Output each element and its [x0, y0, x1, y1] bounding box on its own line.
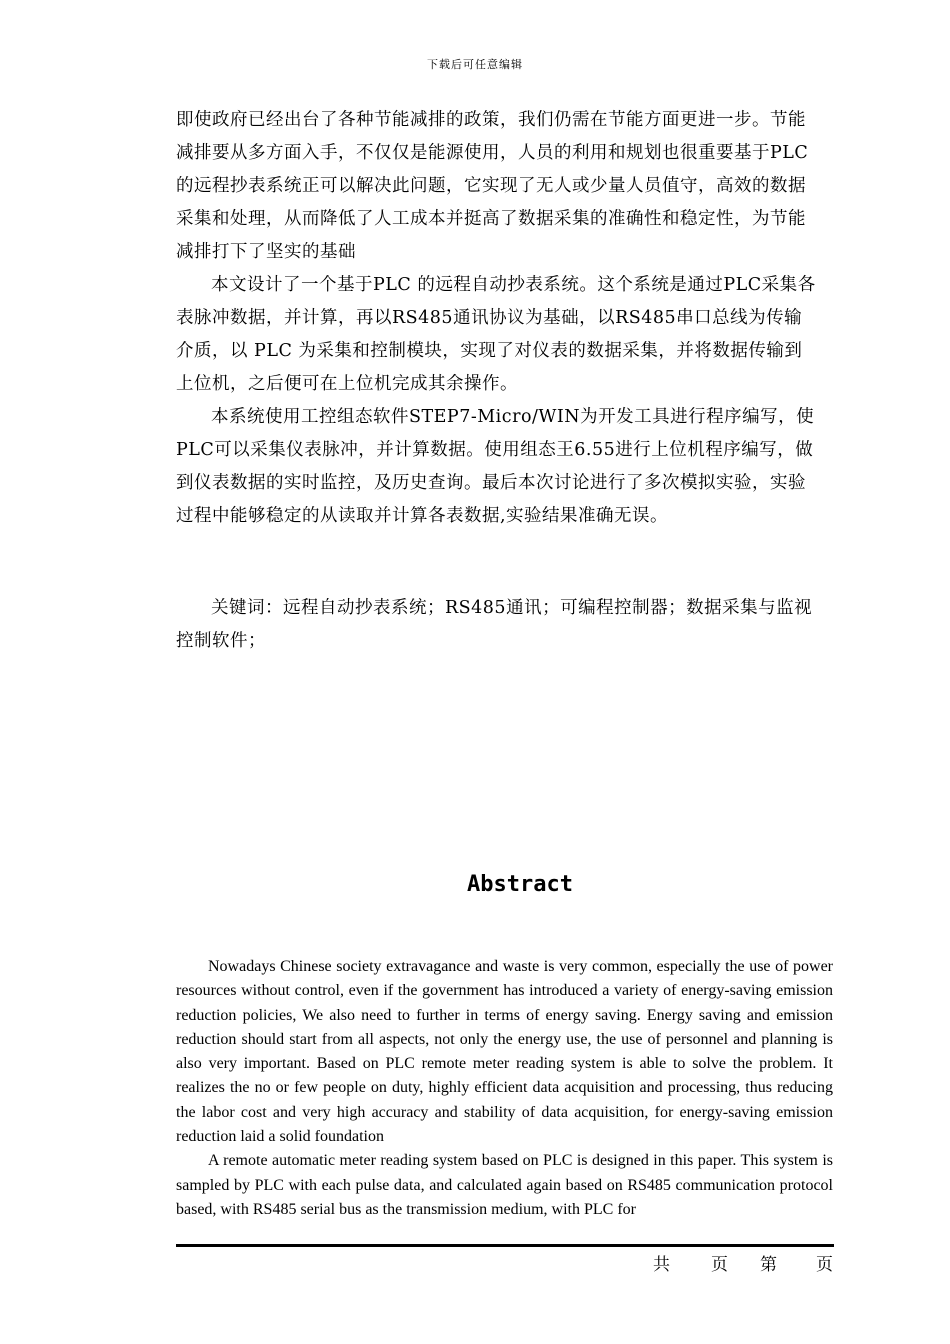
- abstract-title: Abstract: [467, 872, 573, 897]
- english-abstract: [176, 955, 833, 1222]
- english-paragraph-2: A remote automatic meter reading system based on PLC is designed in this paper. This system is sampled by PLC with each pulse data, and calculated again based on RS485 communication protocol based, with RS485 serial bus as the transmission medium, with PLC for: [176, 1152, 833, 1218]
- footer-total-label: 共: [653, 1255, 670, 1275]
- chinese-abstract: [176, 104, 816, 533]
- footer-page-label-2: 页: [816, 1255, 833, 1275]
- keywords-text: 关键词：远程自动抄表系统；RS485通讯；可编程控制器；数据采集与监视控制软件；: [176, 598, 813, 651]
- footer-divider: [176, 1244, 834, 1247]
- footer-page-label-1: 页: [711, 1255, 728, 1275]
- english-paragraph-1: Nowadays Chinese society extravagance and waste is very common, especially the use of power resources without control, even if the government has introduced a variety of energy-saving emission reduction policies, We also need to further in terms of energy saving. Energy saving and emission reduction should start from all aspects, not only the energy use, the use of personnel and planning is also very important. Based on PLC remote meter reading system is able to solve the problem. It realizes the no or few people on duty, highly efficient data acquisition and processing, thus reducing the labor cost and very high accuracy and stability of data acquisition, for energy-saving emission reduction laid a solid foundation: [176, 958, 833, 1146]
- chinese-paragraph-2: 本文设计了一个基于PLC 的远程自动抄表系统。这个系统是通过PLC采集各表脉冲数据，并计算，再以RS485通讯协议为基础，以RS485串口总线为传输介质，以 PLC 为采集和控制模块，实现了对仪表的数据采集，并将数据传输到上位机，之后便可在上位机完成其余操作。: [176, 275, 816, 394]
- chinese-paragraph-3: 本系统使用工控组态软件STEP7-Micro/WIN为开发工具进行程序编写，使PLC可以采集仪表脉冲，并计算数据。使用组态王6.55进行上位机程序编写，做到仪表数据的实时监控，及历史查询。最后本次讨论进行了多次模拟实验，实验过程中能够稳定的从读取并计算各表数据,实验结果准确无误。: [176, 407, 815, 526]
- footer-nth-label: 第: [760, 1255, 777, 1275]
- chinese-keywords: [176, 592, 816, 658]
- page-header: 下载后可任意编辑: [427, 58, 523, 71]
- chinese-paragraph-1: 即使政府已经出台了各种节能减排的政策，我们仍需在节能方面更进一步。节能减排要从多方面入手，不仅仅是能源使用，人员的利用和规划也很重要基于PLC的远程抄表系统正可以解决此问题，它实现了无人或少量人员值守，高效的数据采集和处理，从而降低了人工成本并挺高了数据采集的准确性和稳定性，为节能减排打下了坚实的基础: [176, 110, 809, 262]
